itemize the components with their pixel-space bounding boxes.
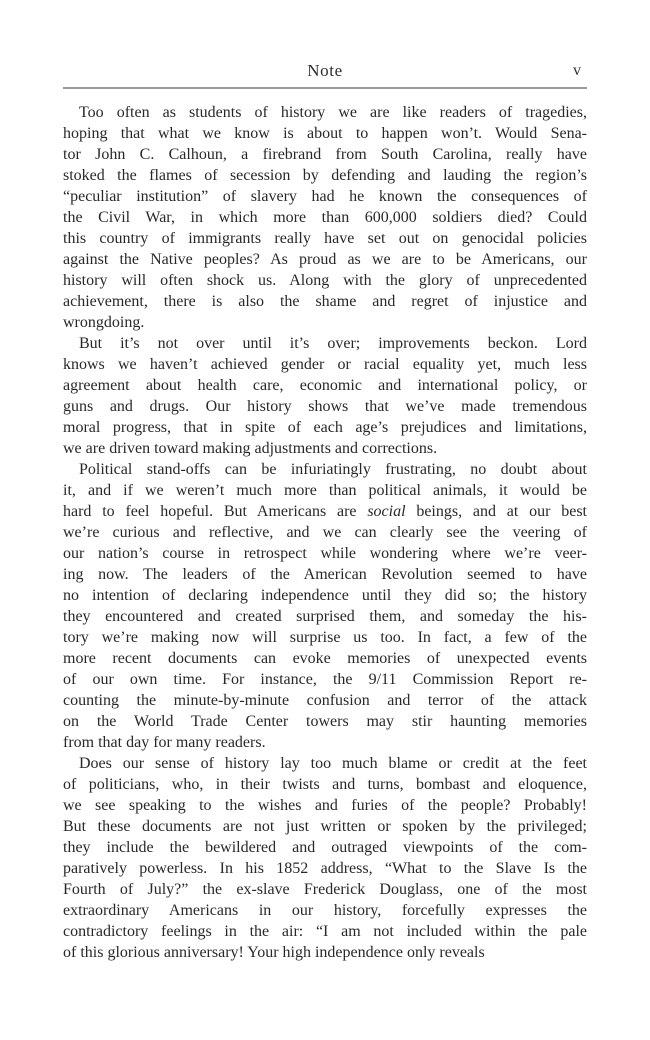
text-line: wrongdoing.	[63, 314, 145, 331]
text-line: But these documents are not just written or spoken by the privileged;	[63, 818, 587, 835]
text-line: of politicians, who, in their twists and turns, bombast and eloquence,	[63, 776, 587, 793]
text-line: moral progress, that in spite of each age’s prejudices and limitations,	[63, 419, 587, 436]
text-line: achievement, there is also the shame and regret of injustice and	[63, 293, 587, 310]
text-line: we’re curious and reflective, and we can clearly see the veering of	[63, 524, 587, 541]
text-line: tory we’re making now will surprise us too. In fact, a few of the	[63, 629, 587, 646]
text-line: guns and drugs. Our history shows that we’ve made tremendous	[63, 398, 587, 415]
text-line: they encountered and created surprised them, and someday the his-	[63, 608, 587, 625]
text-line: no intention of declaring independence until they did so; the history	[63, 587, 587, 604]
text-line: stoked the flames of secession by defending and lauding the region’s	[63, 167, 587, 184]
italic-text: social	[367, 503, 406, 520]
page-body	[63, 102, 587, 963]
text-line: “peculiar institution” of slavery had he known the consequences of	[63, 188, 587, 205]
text-line: the Civil War, in which more than 600,000 soldiers died? Could	[63, 209, 587, 226]
text-line: we see speaking to the wishes and furies of the people? Probably!	[63, 797, 587, 814]
text-line: this country of immigrants really have set out on genocidal policies	[63, 230, 587, 247]
text-line: Does our sense of history lay too much blame or credit at the feet	[79, 755, 587, 772]
text-line: it, and if we weren’t much more than political animals, it would be	[63, 482, 587, 499]
text-line: from that day for many readers.	[63, 734, 266, 751]
paragraph	[63, 459, 587, 753]
running-head-title: Note	[307, 61, 343, 80]
text-line: tor John C. Calhoun, a firebrand from South Carolina, really have	[63, 146, 587, 163]
text-line	[63, 501, 587, 522]
text-line: hoping that what we know is about to happen won’t. Would Sena-	[63, 125, 587, 142]
text-line: agreement about health care, economic and international policy, or	[63, 377, 587, 394]
text-line: more recent documents can evoke memories of unexpected events	[63, 650, 587, 667]
text-line: contradictory feelings in the air: “I am not included within the pale	[63, 923, 587, 940]
text-line: ing now. The leaders of the American Revolution seemed to have	[63, 566, 587, 583]
paragraph	[63, 102, 587, 333]
text-segment: beings, and at our best	[405, 503, 587, 520]
paragraph	[63, 753, 587, 963]
text-line: But it’s not over until it’s over; improvements beckon. Lord	[79, 335, 587, 352]
text-line: our nation’s course in retrospect while wondering where we’re veer-	[63, 545, 587, 562]
text-line: Fourth of July?” the ex-slave Frederick Douglass, one of the most	[63, 881, 587, 898]
text-line: against the Native peoples? As proud as we are to be Americans, our	[63, 251, 587, 268]
text-line: Too often as students of history we are like readers of tragedies,	[79, 104, 587, 121]
page-header	[63, 61, 587, 83]
page-number: v	[573, 62, 581, 79]
text-line: history will often shock us. Along with the glory of unprecedented	[63, 272, 587, 289]
text-line: of this glorious anniversary! Your high independence only reveals	[63, 944, 485, 961]
paragraph	[63, 333, 587, 459]
text-line: of our own time. For instance, the 9/11 Commission Report re-	[63, 671, 587, 688]
text-line: Political stand-offs can be infuriatingly frustrating, no doubt about	[79, 461, 587, 478]
text-line: paratively powerless. In his 1852 address, “What to the Slave Is the	[63, 860, 587, 877]
header-rule	[63, 87, 587, 89]
text-line: they include the bewildered and outraged viewpoints of the com-	[63, 839, 587, 856]
text-line: extraordinary Americans in our history, forcefully expresses the	[63, 902, 587, 919]
text-line: counting the minute-by-minute confusion and terror of the attack	[63, 692, 587, 709]
text-line: knows we haven’t achieved gender or racial equality yet, much less	[63, 356, 587, 373]
text-line: on the World Trade Center towers may stir haunting memories	[63, 713, 587, 730]
text-segment: hard to feel hopeful. But Americans are	[63, 503, 368, 520]
text-line: we are driven toward making adjustments and corrections.	[63, 440, 438, 457]
